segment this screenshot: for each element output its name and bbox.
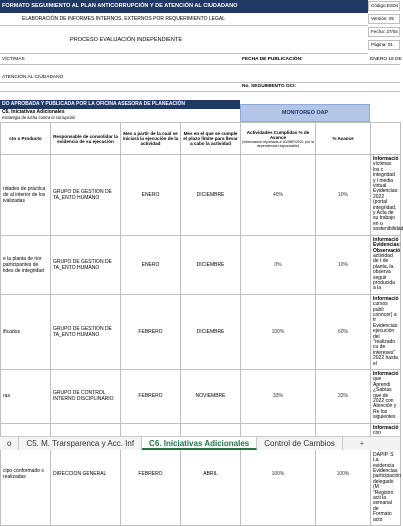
fulfilled-cell[interactable]: 0% [241, 235, 316, 294]
tab-change-control[interactable]: Control de Cambios [257, 437, 343, 450]
advance-cell[interactable]: 100% [316, 423, 371, 525]
victims-label: VÍCTIMAS [2, 57, 25, 62]
sheet-tabs [0, 436, 400, 450]
initiatives-title: C6. Iniciativas Adicionales [2, 109, 65, 115]
col-end[interactable]: Mes en el que se cumple el plazo límite para llevar a cabo la actividad [181, 123, 241, 155]
advance-cell[interactable]: 60% [316, 294, 371, 369]
obs-title: Informació [373, 424, 399, 431]
obs-title: Informació Evidencias: Observació [373, 236, 401, 254]
col-start[interactable]: Mes a partir de la cual se iniciará la ejecución de la actividad [121, 123, 181, 155]
responsible-cell[interactable]: GRUPO DE GESTION DE TA_ENTO HUMANO [51, 294, 121, 369]
start-cell[interactable]: ENERO [121, 235, 181, 294]
table-row [1, 370, 401, 424]
observation-cell[interactable] [371, 235, 401, 294]
tab-transparency[interactable]: C5. M. Trarsparenca y Acc. Inf [19, 437, 142, 450]
section-band: DO APROBADA Y PUBLICADA POR LA OFICINA ASESORA DE PLANEACIÓN [0, 100, 240, 109]
table-row [1, 155, 401, 236]
version-cell[interactable]: Versión: 05 [368, 14, 400, 24]
obs-text: actividad de t de planta, la observa seguir producida a la [373, 252, 395, 292]
page-cell[interactable]: Página: 01 [368, 40, 400, 50]
observation-cell[interactable] [371, 370, 401, 424]
sheet-subtitle: ELABORACIÓN DE INFORMES INTERNOS, EXTERNOS POR REQUERIMIENTO LEGAL [0, 13, 368, 26]
end-cell[interactable]: NOVIEMBRE [181, 370, 241, 424]
product-cell[interactable]: cipo conformado s realizadas [1, 423, 51, 525]
info-row-victims [0, 56, 400, 65]
product-cell[interactable]: e la planta de rior participantes de tides de integridad [1, 235, 51, 294]
monitor-header: MONITOREO OAP [240, 104, 370, 122]
fulfilled-cell[interactable]: 40% [241, 155, 316, 236]
initiatives-heading [0, 109, 240, 121]
fulfilled-cell[interactable]: 100% [241, 423, 316, 525]
table-row [1, 235, 401, 294]
followup-label: No. SEGUIMIENTO OCI: [242, 84, 297, 89]
initiatives-note: estrategia de lucha contra la corrupción [2, 115, 76, 120]
col-fulfilled[interactable] [241, 123, 316, 155]
col-responsible[interactable]: Responsable de consolidar la evidencia de su ejecución [51, 123, 121, 155]
col-advance[interactable]: % Avance [316, 123, 371, 155]
obs-title: Informació [373, 295, 399, 302]
obs-title: Informació [373, 156, 399, 162]
advance-cell[interactable]: 10% [316, 235, 371, 294]
responsible-cell[interactable]: GRUPO DE GESTION DE TA_ENTO HUMANO [51, 235, 121, 294]
col-product[interactable]: cto o Producto [1, 123, 51, 155]
tab-spacer [343, 437, 355, 450]
sheet-title: FORMATO SEGUIMIENTO AL PLAN ANTICORRUPCIÓN Y DE ATENCIÓN AL CIUDADANO [0, 0, 368, 13]
publication-value[interactable]: ENERO 16 DE [370, 57, 402, 62]
obs-text: víctimas los c integridad y l media virtual Evidencias: 2022 (portal integridad, y Acta de su trabajo en u sostenibilidad [373, 161, 403, 233]
obs-text: con DAPIP. S La evidencia Evidencias: participación delegado (M "Registro acti la semanal de Formato acto [373, 430, 402, 523]
col-observations[interactable] [371, 123, 401, 155]
fulfilled-cell[interactable]: 33% [241, 370, 316, 424]
col-fulfilled-note: (Información reportada a 30/ABR/2021 por la dependencia responsable) [242, 139, 314, 148]
info-row-citizen [0, 74, 400, 83]
obs-text: que Aprendi ¿Sabías que de 2022 con Atención y Re los siguientes [373, 376, 397, 421]
responsible-cell[interactable]: GRUPO DE CONTROL INTERNO DISCIPLINARIO [51, 370, 121, 424]
info-row-followup [0, 83, 400, 92]
activities-table [0, 122, 401, 526]
fulfilled-cell[interactable]: 100% [241, 294, 316, 369]
responsible-cell[interactable]: GRUPO DE GESTION DE TA_ENTO HUMANO [51, 155, 121, 236]
date-cell[interactable]: Fecha: 27/04 [368, 27, 400, 37]
obs-text: cursos publi conocer) a tr Evidencias: ejecución del "realizado cu de intereses" 2022 hasta el [373, 301, 399, 367]
product-cell[interactable]: ras [1, 370, 51, 424]
advance-cell[interactable]: 33% [316, 370, 371, 424]
start-cell[interactable]: FEBRERO [121, 423, 181, 525]
product-cell[interactable]: ificados [1, 294, 51, 369]
tab-partial[interactable]: o [0, 437, 19, 450]
tab-initiatives[interactable]: C6. Iniciativas Adicionales [142, 437, 257, 450]
start-cell[interactable]: FEBRERO [121, 294, 181, 369]
product-cell[interactable]: ridades de práctica de al interior de los ivalizadas [1, 155, 51, 236]
process-label: PROCESO EVALUACIÓN INDEPENDIENTE [0, 26, 368, 54]
advance-cell[interactable]: 10% [316, 155, 371, 236]
end-cell[interactable]: DICIEMBRE [181, 155, 241, 236]
start-cell[interactable]: FEBRERO [121, 370, 181, 424]
end-cell[interactable]: ABRIL [181, 423, 241, 525]
publication-label: FECHA DE PUBLICACIÓN: [242, 57, 303, 62]
start-cell[interactable]: ENERO [121, 155, 181, 236]
code-cell[interactable]: Código:ES04 [368, 1, 400, 11]
col-fulfilled-label: Actividades Cumplidas % de Avance [246, 129, 310, 140]
add-sheet-icon[interactable]: + [359, 439, 365, 448]
observation-cell[interactable] [371, 294, 401, 369]
citizen-label: ATENCIÓN AL CIUDADANO [2, 75, 64, 80]
table-row [1, 294, 401, 369]
responsible-cell[interactable]: DIRECCION GENERAL [51, 423, 121, 525]
observation-cell[interactable] [371, 155, 401, 236]
end-cell[interactable]: DICIEMBRE [181, 294, 241, 369]
obs-title: Informació [373, 371, 399, 378]
end-cell[interactable]: DICIEMBRE [181, 235, 241, 294]
